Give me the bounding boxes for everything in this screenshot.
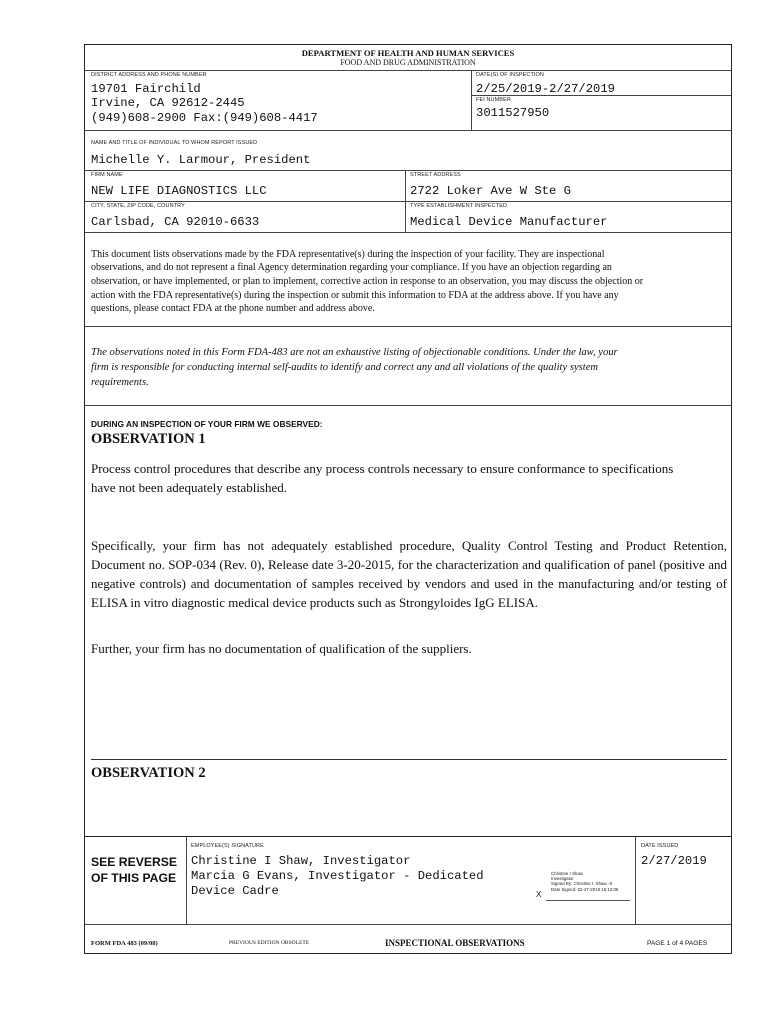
type-label: TYPE ESTABLISHMENT INSPECTED [410, 203, 508, 209]
district-label: DISTRICT ADDRESS AND PHONE NUMBER [91, 72, 207, 78]
notice-line: action with the FDA representative(s) during the inspection or submit this information to FDA at the address above. If you have any [91, 290, 619, 301]
divider [91, 759, 727, 760]
notice-line: observations, and do not represent a final Agency determination regarding your compliance. If you have an objection regarding an [91, 262, 612, 273]
city-value: Carlsbad, CA 92010-6633 [91, 215, 260, 229]
digital-signature-title: Investigator [551, 876, 574, 882]
signature-line [546, 900, 630, 901]
street-value: 2722 Loker Ave W Ste G [410, 184, 571, 198]
fei-value: 3011527950 [476, 106, 550, 120]
signature-x-mark: X [536, 890, 542, 899]
divider [85, 326, 731, 327]
digital-signature-name: Christine I Shaw [551, 871, 583, 876]
see-reverse-line-2: OF THIS PAGE [91, 871, 177, 885]
fei-label: FEI NUMBER [476, 97, 511, 103]
city-label: CITY, STATE, ZIP CODE, COUNTRY [91, 203, 185, 209]
signature-line-2: Marcia G Evans, Investigator - Dedicated [191, 869, 484, 883]
digital-signature-date: Date Signed: 02-27-2019 15:12:06 [551, 886, 619, 892]
observation-1-title: OBSERVATION 1 [91, 431, 206, 447]
divider [85, 201, 731, 202]
type-value: Medical Device Manufacturer [410, 215, 608, 229]
date-issued-label: DATE ISSUED [641, 843, 679, 849]
footer-title: INSPECTIONAL OBSERVATIONS [385, 938, 525, 948]
street-label: STREET ADDRESS [410, 172, 461, 178]
observation-1-further: Further, your firm has no documentation of qualification of the suppliers. [91, 641, 472, 656]
district-line-2: Irvine, CA 92612-2445 [91, 96, 245, 110]
date-issued-value: 2/27/2019 [641, 854, 707, 868]
divider [186, 836, 187, 924]
notice-line: observation, or have implemented, or plan to implement, corrective action in response to an observation, you may discuss the objection or [91, 276, 644, 287]
divider [471, 70, 472, 130]
page-number: PAGE 1 of 4 PAGES [647, 940, 708, 947]
digital-signature [551, 871, 618, 892]
see-reverse-line-1: SEE REVERSE [91, 855, 178, 869]
observation-2-title: OBSERVATION 2 [91, 765, 206, 781]
recipient-label: NAME AND TITLE OF INDIVIDUAL TO WHOM REPORT ISSUED [91, 140, 258, 146]
observation-1-summary: Process control procedures that describe any process controls necessary to ensure conformance to specifications have not been adequately established. [91, 461, 674, 495]
recipient-value: Michelle Y. Larmour, President [91, 153, 311, 167]
divider [85, 70, 731, 71]
digital-signature-signed-by: Signed By: Christine I. Shaw -S [551, 881, 613, 887]
firm-name-value: NEW LIFE DIAGNOSTICS LLC [91, 184, 267, 198]
agency-title: FOOD AND DRUG ADMINISTRATION [340, 58, 476, 67]
department-title: DEPARTMENT OF HEALTH AND HUMAN SERVICES [301, 48, 515, 58]
signature-line-3: Device Cadre [191, 884, 279, 898]
form-id: FORM FDA 483 (09/08) [91, 940, 158, 947]
observation-1-detail: Specifically, your firm has not adequately established procedure, Quality Control Testing and Product Retention, Document no. SOP-034 (Rev. 0), Release date 3-20-2015, for the characterization and qualification of panel (positive and negative controls) and documentation of samples received by vendors and used in the manufacturing and/or testing of ELISA in vitro diagnostic medical device products such as Strongyloides IgG ELISA. [91, 538, 727, 610]
divider [85, 405, 731, 406]
firm-name-label: FIRM NAME [91, 172, 123, 178]
dates-value: 2/25/2019-2/27/2019 [476, 82, 615, 96]
divider [635, 836, 636, 924]
disclaimer-line: firm is responsible for conducting internal self-audits to identify and correct any and all violations of the quality system [91, 362, 599, 373]
divider [471, 95, 731, 96]
observations-intro: DURING AN INSPECTION OF YOUR FIRM WE OBSERVED: [91, 419, 323, 429]
district-line-3: (949)608-2900 Fax:(949)608-4417 [91, 111, 318, 125]
district-line-1: 19701 Fairchild [91, 82, 201, 96]
divider [85, 924, 731, 925]
divider [85, 232, 731, 233]
notice-line: This document lists observations made by the FDA representative(s) during the inspection of your facility. They are inspectional [91, 249, 605, 260]
divider [85, 170, 731, 171]
disclaimer-line: requirements. [91, 377, 149, 388]
signature-line-1: Christine I Shaw, Investigator [191, 854, 411, 868]
dates-label: DATE(S) OF INSPECTION [476, 72, 545, 78]
notice-line: questions, please contact FDA at the phone number and address above. [91, 303, 375, 314]
signature-label: EMPLOYEE(S) SIGNATURE [191, 843, 264, 849]
divider [85, 130, 731, 131]
previous-edition-note: PREVIOUS EDITION OBSOLETE [229, 940, 310, 946]
disclaimer-line: The observations noted in this Form FDA-483 are not an exhaustive listing of objectionable conditions. Under the law, your [91, 347, 618, 358]
fda-483-form [84, 44, 732, 954]
